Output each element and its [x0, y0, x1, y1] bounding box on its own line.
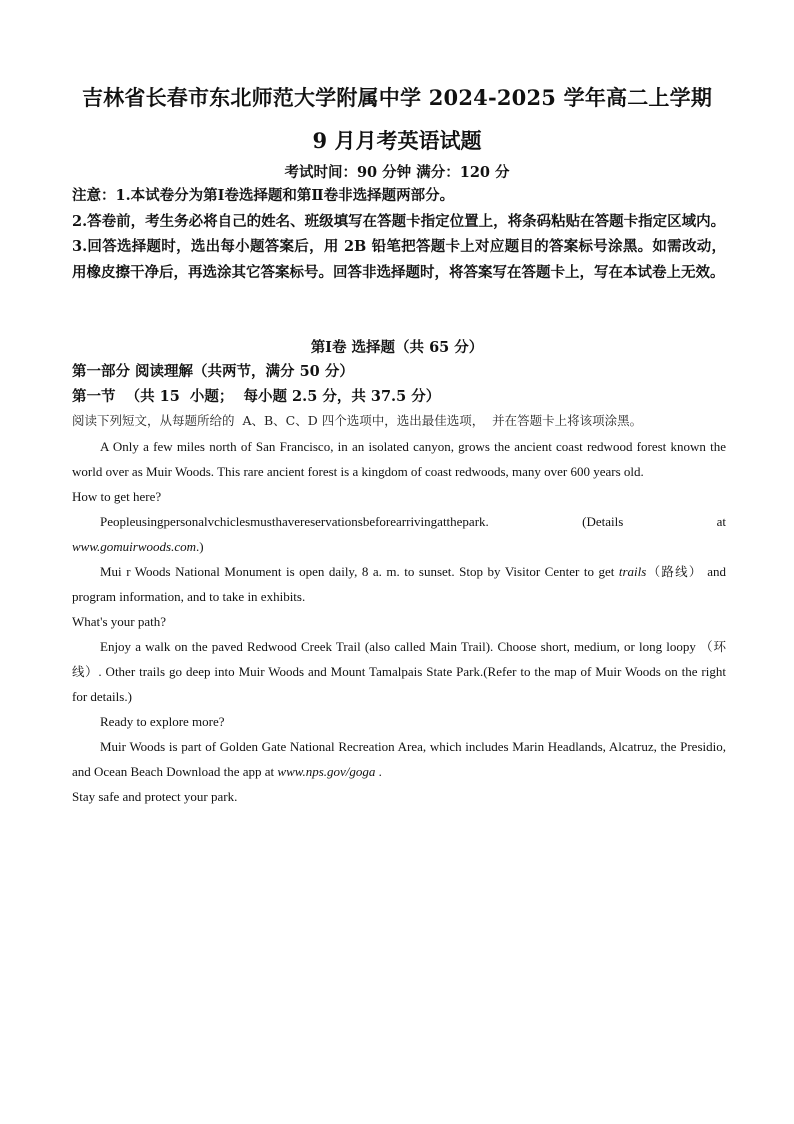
exam-title-line2: 9 月月考英语试题 — [312, 128, 482, 153]
nps-goga-link[interactable]: www.nps.gov/goga — [277, 764, 376, 779]
passage-heading-ready-to-explore: Ready to explore more? — [100, 714, 225, 729]
reading-instruction: 阅读下列短文，从每题所给的 A、B、C、D 四个选项中，选出最佳选项， 并在答题卡上将该项涂黑。 — [72, 413, 643, 428]
exam-title-line1: 吉林省长春市东北师范大学附属中学 2024-2025 学年高二上学期 — [81, 85, 713, 110]
trails-word: trails — [618, 564, 647, 579]
exam-notes — [72, 183, 726, 285]
passage-paragraph-1: A Only a few miles north of San Francisco, in an isolated canyon, grows the ancient coast redwood forest known the world over as Muir Woods. This rare ancient forest is a kingdom of coast redwoods, many over 600 years old. — [72, 439, 726, 479]
passage-heading-whats-your-path: What's your path? — [72, 614, 167, 629]
volume-1-heading: 第Ⅰ卷 选择题（共 65 分） — [310, 339, 484, 356]
note-2: 2.答卷前，考生务必将自己的姓名、班级填写在答题卡指定位置上，将条码粘贴在答题卡指定区域内。 — [72, 212, 726, 230]
passage-p2-close: .) — [196, 539, 204, 554]
passage-paragraph-2 — [72, 509, 726, 534]
passage-paragraph-3 — [72, 559, 726, 609]
reading-passage-a — [72, 434, 726, 809]
passage-p2-at: at — [716, 514, 726, 529]
passage-p2-text: Peopleusingpersonalvchiclesmusthavereservationsbeforearrivingatthepark. — [100, 514, 489, 529]
trails-gloss: （路线） — [646, 564, 703, 579]
passage-p5-end: . — [375, 764, 382, 779]
passage-heading-how-to-get-here: How to get here? — [72, 489, 162, 504]
passage-p3-text-b: and program information, and to take in exhibits. — [72, 564, 726, 604]
passage-p4-text-a: Enjoy a walk on the paved Redwood Creek Trail (also called Main Trail). Choose short, medium, or long loopy — [100, 639, 701, 654]
exam-time-and-score: 考试时间：90 分钟 满分：120 分 — [284, 164, 510, 181]
part-1-heading: 第一部分 阅读理解（共两节，满分 50 分） — [72, 363, 354, 380]
passage-paragraph-4 — [72, 634, 726, 709]
passage-p5-text: Muir Woods is part of Golden Gate National Recreation Area, which includes Marin Headlands, Alcatruz, the Presidio, and Ocean Beach Download the app at — [72, 739, 726, 779]
section-1-heading: 第一节 （共 15 小题； 每小题 2.5 分，共 37.5 分） — [72, 388, 441, 405]
note-1: 注意：1.本试卷分为第Ⅰ卷选择题和第Ⅱ卷非选择题两部分。 — [72, 187, 455, 204]
loopy-gloss: （环线） — [72, 639, 726, 679]
gomuirwoods-link[interactable]: www.gomuirwoods.com — [72, 539, 196, 554]
passage-p2-details: (Details — [582, 514, 624, 529]
passage-closing: Stay safe and protect your park. — [72, 789, 238, 804]
passage-paragraph-2-url-line — [72, 534, 726, 559]
passage-paragraph-5 — [72, 734, 726, 784]
passage-p3-text-a: Mui r Woods National Monument is open daily, 8 a. m. to sunset. Stop by Visitor Center to get — [100, 564, 619, 579]
passage-p4-text-b: . Other trails go deep into Muir Woods and Mount Tamalpais State Park.(Refer to the map of Muir Woods on the right for details.) — [72, 664, 726, 704]
note-3: 3.回答选择题时，选出每小题答案后，用 2B 铅笔把答题卡上对应题目的答案标号涂黑。如需改动，用橡皮擦干净后，再选涂其它答案标号。回答非选择题时，将答案写在答题卡上，写在本试卷上无效。 — [72, 238, 726, 281]
